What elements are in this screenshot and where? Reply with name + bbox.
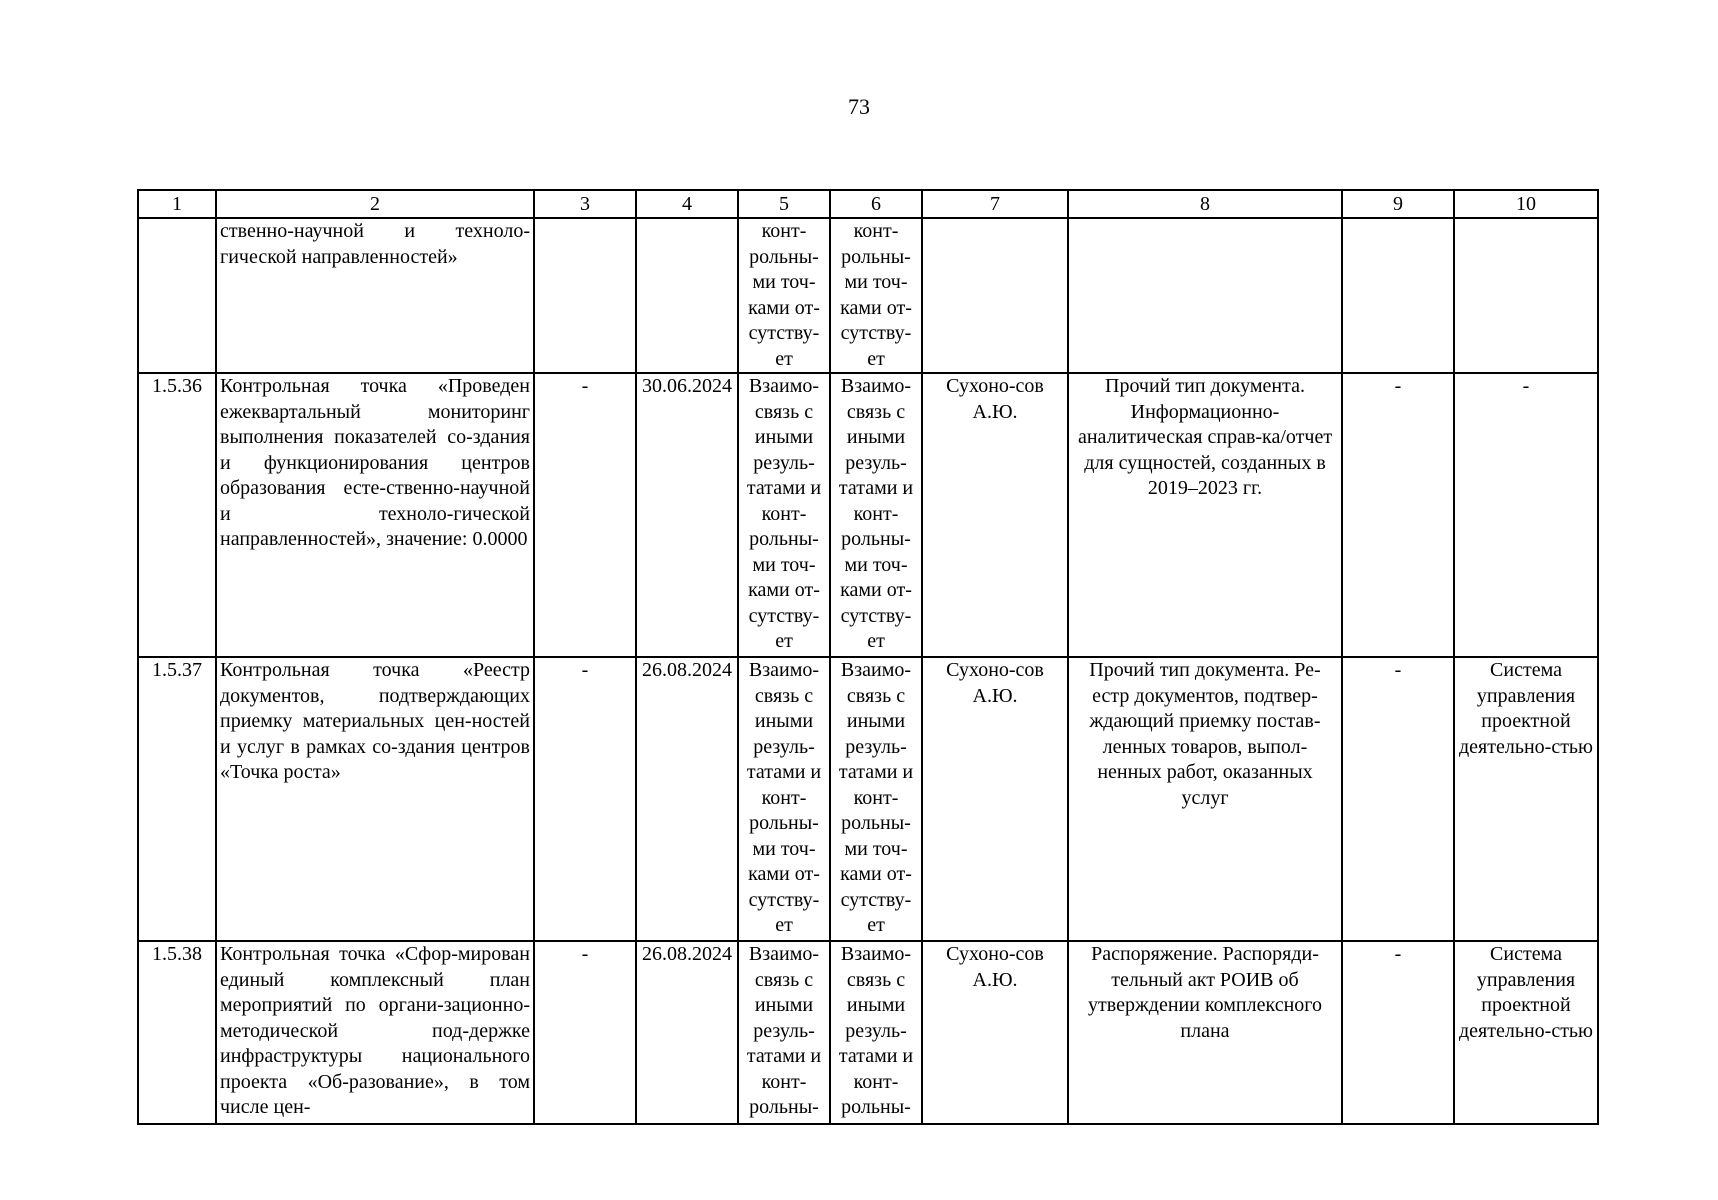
table-row — [138, 373, 1598, 657]
relation-next-line: татами и — [838, 761, 914, 783]
column-header: 1 — [138, 190, 216, 218]
responsible-person: Сухоно-сов А.Ю. — [922, 373, 1068, 657]
relation-previous-line: сутству- — [748, 604, 820, 627]
relation-previous-line: связь с — [754, 400, 814, 423]
relation-next-line: ками от- — [840, 296, 912, 319]
relation-previous-line: ми точ- — [752, 271, 816, 293]
relation-previous-line: Взаимо- — [748, 375, 820, 397]
relation-previous-line: ет — [775, 914, 793, 936]
relation-previous-line: рольны- — [749, 528, 819, 550]
relation-next-line: иными — [846, 426, 906, 448]
relation-next-line: рольны- — [841, 1096, 911, 1118]
relation-previous-line: связь с — [754, 684, 814, 707]
relation-next — [830, 218, 922, 373]
relation-next-line: ет — [867, 630, 885, 652]
table-row — [138, 941, 1598, 1124]
relation-previous-line: ет — [775, 347, 793, 370]
column-header: 10 — [1454, 190, 1598, 218]
column-header: 4 — [636, 190, 738, 218]
column-header: 5 — [738, 190, 830, 218]
document-type — [1068, 218, 1342, 373]
relation-previous-line: рольны- — [749, 245, 819, 268]
relation-next-line: связь с — [846, 400, 906, 423]
relation-previous-line: сутству- — [748, 322, 820, 344]
relation-previous-line: Взаимо- — [748, 659, 820, 681]
plan-table — [137, 189, 1599, 1125]
responsible-person — [922, 218, 1068, 373]
relation-next-line: конт- — [853, 220, 899, 242]
relation-previous-line: иными — [754, 426, 814, 448]
relation-previous-line: татами и — [746, 477, 822, 499]
relation-next-line: сутству- — [840, 322, 912, 344]
relation-next-line: ками от- — [840, 863, 912, 885]
relation-next-line: резуль- — [845, 451, 907, 474]
relation-previous-line: ми точ- — [752, 553, 816, 576]
relation-previous — [738, 657, 830, 941]
relation-next-line: татами и — [838, 477, 914, 499]
information-system: Система управления проектной деятельно-стью — [1454, 941, 1598, 1124]
column-header: 9 — [1342, 190, 1454, 218]
document-type: Прочий тип документа. Ре-естр документов, подтвер-ждающий приемку постав-ленных товаров, выпол-ненных работ, оказанных услуг — [1068, 657, 1342, 941]
column-3-value: - — [534, 657, 636, 941]
relation-previous-line: ми точ- — [752, 837, 816, 860]
relation-previous-line: рольны- — [749, 812, 819, 834]
item-number: 1.5.37 — [138, 657, 216, 941]
relation-next-line: Взаимо- — [840, 659, 912, 681]
information-system: - — [1454, 373, 1598, 657]
relation-next-line: татами и — [838, 1045, 914, 1067]
relation-previous-line: конт- — [761, 220, 807, 242]
column-9-value: - — [1342, 657, 1454, 941]
relation-next — [830, 941, 922, 1124]
relation-next-line: ет — [867, 914, 885, 936]
relation-next-line: связь с — [846, 968, 906, 991]
relation-next-line: Взаимо- — [840, 375, 912, 397]
table-row — [138, 218, 1598, 373]
relation-previous — [738, 218, 830, 373]
relation-next-line: резуль- — [845, 1019, 907, 1042]
relation-previous-line: резуль- — [753, 1019, 815, 1042]
column-9-value: - — [1342, 373, 1454, 657]
column-3-value: - — [534, 373, 636, 657]
deadline-date — [636, 218, 738, 373]
column-header: 7 — [922, 190, 1068, 218]
item-number: 1.5.38 — [138, 941, 216, 1124]
relation-previous-line: ет — [775, 630, 793, 652]
relation-previous-line: татами и — [746, 761, 822, 783]
relation-previous-line: иными — [754, 994, 814, 1016]
relation-next — [830, 657, 922, 941]
relation-next-line: связь с — [846, 684, 906, 707]
relation-previous — [738, 941, 830, 1124]
relation-next-line: конт- — [853, 1070, 899, 1093]
relation-previous-line: ками от- — [748, 579, 820, 601]
deadline-date: 26.08.2024 — [636, 941, 738, 1124]
relation-next-line: рольны- — [841, 245, 911, 268]
relation-next-line: иными — [846, 994, 906, 1016]
table-row — [138, 657, 1598, 941]
relation-previous-line: конт- — [761, 786, 807, 809]
item-description: ственно-научной и техноло-гической направленностей» — [216, 218, 534, 373]
item-number: 1.5.36 — [138, 373, 216, 657]
page-number: 73 — [848, 94, 870, 119]
information-system — [1454, 218, 1598, 373]
column-3-value — [534, 218, 636, 373]
relation-next-line: ми точ- — [844, 553, 908, 576]
header-row — [138, 190, 1598, 218]
relation-previous-line: татами и — [746, 1045, 822, 1067]
column-9-value — [1342, 218, 1454, 373]
relation-next-line: рольны- — [841, 812, 911, 834]
relation-next — [830, 373, 922, 657]
relation-next-line: резуль- — [845, 735, 907, 758]
relation-next-line: иными — [846, 710, 906, 732]
information-system: Система управления проектной деятельно-стью — [1454, 657, 1598, 941]
responsible-person: Сухоно-сов А.Ю. — [922, 941, 1068, 1124]
relation-next-line: ет — [867, 347, 885, 370]
document-type: Распоряжение. Распоряди-тельный акт РОИВ об утверждении комплексного плана — [1068, 941, 1342, 1124]
relation-next-line: рольны- — [841, 528, 911, 550]
relation-next-line: ми точ- — [844, 271, 908, 293]
relation-next-line: конт- — [853, 786, 899, 809]
responsible-person: Сухоно-сов А.Ю. — [922, 657, 1068, 941]
relation-previous-line: иными — [754, 710, 814, 732]
relation-previous-line: конт- — [761, 1070, 807, 1093]
relation-previous-line: рольны- — [749, 1096, 819, 1118]
deadline-date: 30.06.2024 — [636, 373, 738, 657]
column-header: 6 — [830, 190, 922, 218]
column-header: 2 — [216, 190, 534, 218]
relation-previous-line: резуль- — [753, 451, 815, 474]
relation-previous-line: ками от- — [748, 863, 820, 885]
relation-previous-line: ками от- — [748, 296, 820, 319]
relation-previous — [738, 373, 830, 657]
relation-previous-line: Взаимо- — [748, 943, 820, 965]
deadline-date: 26.08.2024 — [636, 657, 738, 941]
relation-previous-line: связь с — [754, 968, 814, 991]
column-header: 3 — [534, 190, 636, 218]
column-header: 8 — [1068, 190, 1342, 218]
item-description: Контрольная точка «Сфор-мирован единый комплексный план мероприятий по органи-зационно-методической под-держке инфраструктуры национального проекта «Об-разование», в том числе цен- — [216, 941, 534, 1124]
item-description: Контрольная точка «Реестр документов, подтверждающих приемку материальных цен-ностей и услуг в рамках со-здания центров «Точка роста» — [216, 657, 534, 941]
document-type: Прочий тип документа. Информационно-аналитическая справ-ка/отчет для сущностей, созданных в 2019–2023 гг. — [1068, 373, 1342, 657]
relation-previous-line: резуль- — [753, 735, 815, 758]
item-description: Контрольная точка «Проведен ежеквартальный мониторинг выполнения показателей со-здания и функционирования центров образования есте-ственно-научной и техноло-гической направленностей», значение: 0.0000 — [216, 373, 534, 657]
column-9-value: - — [1342, 941, 1454, 1124]
relation-next-line: сутству- — [840, 888, 912, 911]
item-number — [138, 218, 216, 373]
relation-next-line: ми точ- — [844, 837, 908, 860]
relation-next-line: ками от- — [840, 579, 912, 601]
relation-next-line: Взаимо- — [840, 943, 912, 965]
relation-previous-line: конт- — [761, 502, 807, 525]
relation-next-line: конт- — [853, 502, 899, 525]
relation-next-line: сутству- — [840, 604, 912, 627]
column-3-value: - — [534, 941, 636, 1124]
relation-previous-line: сутству- — [748, 888, 820, 911]
